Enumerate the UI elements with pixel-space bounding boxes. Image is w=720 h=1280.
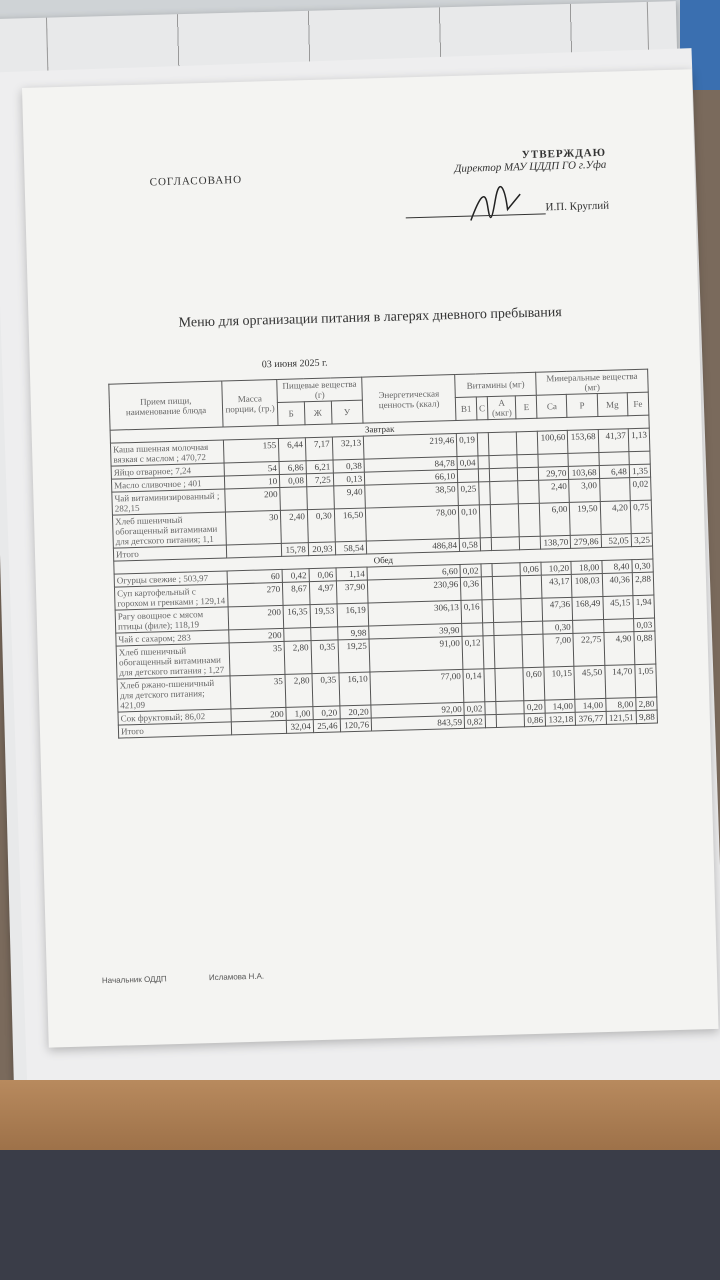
cell-mass: 200 — [228, 605, 284, 630]
cell-fe: 3,25 — [631, 533, 653, 547]
cell-e — [521, 598, 542, 622]
section-label: Завтрак — [110, 415, 649, 443]
cell-ca: 29,70 — [539, 466, 570, 480]
cell-c — [477, 433, 489, 456]
cell-mg: 52,05 — [601, 534, 632, 548]
dish-name: Итого — [113, 545, 226, 561]
approval-block — [454, 147, 607, 175]
col-u: У — [331, 400, 363, 424]
dish-name: Суп картофельный с горохом и гренками ; 129,14 — [114, 584, 228, 610]
cell-u: 1,14 — [336, 567, 368, 581]
cell-zh: 25,46 — [313, 719, 340, 733]
cell-kcal: 77,00 — [370, 669, 464, 705]
cell-p: 103,68 — [569, 466, 600, 480]
cell-mass: 35 — [229, 641, 285, 676]
cell-u: 58,54 — [335, 541, 367, 555]
cell-ca: 7,00 — [543, 633, 574, 667]
cell-e — [518, 467, 539, 481]
cell-fe: 0,02 — [629, 477, 651, 501]
cell-ca: 138,70 — [540, 535, 571, 549]
cell-p: 19,50 — [570, 502, 601, 536]
agreed-label: СОГЛАСОВАНО — [149, 173, 243, 189]
cell-fe: 0,30 — [632, 559, 654, 573]
cell-u: 0,38 — [333, 459, 365, 473]
cell-u: 16,10 — [339, 672, 371, 706]
col-a: А (мкг) — [487, 396, 516, 420]
cell-e: 0,86 — [525, 713, 546, 727]
cell-mass: 155 — [223, 438, 279, 463]
cell-ca: 10,15 — [544, 666, 575, 700]
dish-name: Огурцы свежие ; 503,97 — [114, 571, 227, 587]
cell-fe: 0,88 — [634, 631, 656, 665]
col-minerals: Минеральные вещества (мг) — [536, 369, 648, 395]
cell-mass: 30 — [225, 510, 281, 545]
cell-u: 120,76 — [340, 718, 372, 732]
col-b1: В1 — [455, 397, 476, 421]
cell-u: 32,13 — [332, 436, 364, 460]
cell-u: 9,40 — [333, 485, 365, 509]
cell-mg: 121,51 — [606, 711, 637, 725]
menu-table-body — [110, 415, 657, 738]
dish-name: Каша пшенная молочная вязкая с маслом ; 470,72 — [110, 440, 224, 466]
cell-b: 0,42 — [282, 569, 309, 583]
cell-mg: 45,15 — [603, 596, 634, 620]
cell-mass — [231, 720, 286, 735]
cell-a — [489, 455, 518, 469]
cell-kcal: 38,50 — [365, 482, 459, 508]
dish-name: Сок фруктовый; 86,02 — [118, 709, 231, 725]
dish-name: Хлеб пшеничный обогащенный витаминами для детского питания ; 1,27 — [116, 643, 230, 679]
cell-p: 376,77 — [576, 711, 607, 725]
cell-b: 0,08 — [280, 474, 307, 488]
col-mg: Mg — [597, 393, 628, 417]
floor — [0, 1150, 720, 1280]
cell-fe: 2,88 — [632, 572, 654, 596]
document-title: Меню для организации питания в лагерях дневного пребывания — [178, 305, 562, 331]
col-nutrients: Пищевые вещества (г) — [277, 377, 363, 402]
dish-name: Итого — [118, 722, 231, 738]
cell-a — [496, 714, 525, 728]
cell-zh: 7,17 — [305, 437, 332, 461]
cell-mg — [603, 619, 634, 633]
cell-mass: 200 — [229, 628, 284, 643]
cell-kcal: 84,78 — [364, 456, 457, 472]
dish-name: Хлеб ржано-пшеничный для детского питания; 421,09 — [117, 676, 231, 712]
footer — [102, 972, 264, 986]
dish-name: Яйцо отварное; 7,24 — [111, 463, 224, 479]
cell-p: 153,68 — [568, 430, 599, 454]
cell-kcal: 306,13 — [368, 600, 462, 626]
cell-c — [483, 636, 495, 669]
cell-u: 0,13 — [333, 472, 365, 486]
cell-zh: 0,35 — [312, 673, 340, 707]
cell-b1: 0,16 — [461, 600, 482, 624]
cell-b: 16,35 — [283, 605, 310, 629]
cell-kcal: 843,59 — [371, 715, 464, 731]
cell-kcal: 91,00 — [369, 636, 463, 672]
cell-c — [481, 564, 492, 577]
cell-ca: 2,40 — [539, 479, 570, 503]
cell-p: 168,49 — [572, 596, 603, 620]
col-vitamins: Витамины (мг) — [455, 372, 537, 397]
cell-u: 9,98 — [337, 626, 369, 640]
col-c: С — [476, 397, 488, 420]
cell-b1: 0,02 — [460, 564, 481, 578]
cell-ca: 47,36 — [542, 597, 573, 621]
cell-c — [484, 669, 496, 702]
cell-zh: 7,25 — [306, 473, 333, 487]
cell-fe: 1,13 — [628, 428, 650, 452]
cell-b: 6,86 — [279, 461, 306, 475]
cell-a — [495, 668, 524, 702]
cell-e — [520, 536, 541, 550]
cell-mass: 54 — [224, 461, 279, 476]
cell-fe: 0,03 — [633, 618, 655, 632]
cell-zh: 0,35 — [311, 640, 339, 674]
cell-mg — [599, 478, 630, 502]
cell-e: 0,06 — [520, 562, 541, 576]
cell-zh: 0,20 — [313, 706, 340, 720]
cell-mg — [599, 452, 630, 466]
cell-mg: 41,37 — [598, 429, 629, 453]
cell-p: 279,86 — [571, 535, 602, 549]
cell-c — [485, 715, 496, 728]
cell-c — [481, 577, 493, 600]
cell-e — [517, 431, 538, 455]
cell-mg: 4,20 — [600, 501, 631, 535]
cell-e — [522, 634, 544, 668]
cell-u: 37,90 — [336, 580, 368, 604]
cell-b: 2,80 — [285, 674, 313, 708]
col-dish: Прием пищи, наименование блюда — [109, 381, 223, 430]
cell-b: 8,67 — [283, 582, 310, 606]
cell-b1: 0,12 — [462, 636, 484, 670]
cell-a — [488, 432, 517, 456]
cell-mg: 40,36 — [602, 573, 633, 597]
cell-a — [492, 576, 521, 600]
cell-b: 15,78 — [281, 543, 308, 557]
dish-name: Хлеб пшеничный обогащенный витаминами для детского питания; 1,1 — [112, 512, 226, 548]
cell-b1: 0,36 — [460, 577, 481, 601]
cell-e — [518, 480, 539, 504]
footer-role: Начальник ОДДП — [101, 974, 167, 986]
cell-p — [573, 619, 604, 633]
cell-p: 22,75 — [573, 632, 604, 666]
cell-b — [284, 628, 311, 642]
cell-mg: 8,40 — [602, 560, 633, 574]
cell-p: 18,00 — [571, 561, 602, 575]
director-title: Директор МАУ ЦДДП ГО г.Уфа — [454, 158, 607, 175]
signature-icon — [465, 184, 526, 231]
cell-p: 14,00 — [575, 698, 606, 712]
cell-mass: 270 — [227, 582, 283, 607]
dish-name: Чай витаминизированный ; 282,15 — [112, 489, 226, 515]
cell-fe: 0,75 — [630, 500, 652, 534]
cell-u: 16,19 — [337, 603, 369, 627]
cell-kcal: 39,90 — [369, 623, 462, 639]
cell-ca: 100,60 — [538, 430, 569, 454]
cell-e — [522, 621, 543, 635]
col-ca: Са — [536, 394, 567, 418]
cell-e — [519, 503, 541, 537]
dish-name: Чай с сахаром; 283 — [116, 630, 229, 646]
cell-b: 32,04 — [286, 720, 313, 734]
cell-ca: 0,30 — [543, 620, 574, 634]
col-energy: Энергетическая ценность (ккал) — [362, 375, 456, 424]
cell-p: 45,50 — [574, 665, 605, 699]
cell-b: 2,40 — [281, 510, 309, 544]
wooden-desk-edge — [0, 1080, 720, 1160]
col-zh: Ж — [304, 401, 331, 425]
cell-a — [493, 599, 522, 623]
cell-kcal: 219,46 — [363, 434, 457, 460]
cell-mass: 200 — [231, 707, 286, 722]
cell-kcal: 78,00 — [365, 505, 459, 541]
cell-b1 — [462, 623, 483, 637]
cell-ca: 43,17 — [542, 574, 573, 598]
cell-b1: 0,25 — [458, 482, 479, 506]
cell-c — [480, 538, 491, 551]
dish-name: Рагу овощное с мясом птицы (филе); 118,19 — [115, 607, 229, 633]
cell-fe: 1,05 — [635, 664, 657, 698]
cell-mg: 4,90 — [604, 632, 635, 666]
cell-a — [491, 537, 520, 551]
cell-fe — [629, 451, 651, 465]
cell-mass: 35 — [230, 674, 286, 709]
cell-ca — [538, 453, 569, 467]
cell-c — [478, 469, 489, 482]
cell-p: 108,03 — [572, 573, 603, 597]
cell-u: 19,25 — [338, 639, 370, 673]
cell-b: 2,80 — [284, 641, 312, 675]
document-date: 03 июня 2025 г. — [261, 357, 328, 371]
cell-zh: 20,93 — [308, 542, 335, 556]
col-b: Б — [278, 402, 305, 426]
cell-mass: 200 — [225, 487, 281, 512]
cell-a — [492, 563, 521, 577]
cell-fe: 1,94 — [633, 595, 655, 619]
cell-kcal: 486,84 — [366, 538, 459, 554]
cell-b: 1,00 — [286, 707, 313, 721]
cell-u: 16,50 — [334, 508, 366, 542]
col-fe: Fe — [627, 392, 649, 416]
cell-a — [489, 468, 518, 482]
cell-mg: 14,70 — [604, 665, 635, 699]
cell-c — [482, 600, 494, 623]
cell-kcal: 230,96 — [367, 577, 461, 603]
cell-b1: 0,02 — [464, 702, 485, 716]
cell-a — [490, 504, 519, 538]
cell-c — [485, 702, 496, 715]
cell-mass: 60 — [227, 569, 282, 584]
cell-kcal: 6,60 — [367, 564, 460, 580]
cell-ca: 10,20 — [541, 561, 572, 575]
cell-e: 0,20 — [524, 700, 545, 714]
cell-u: 20,20 — [339, 705, 371, 719]
cell-fe: 1,35 — [629, 464, 651, 478]
cell-ca: 132,18 — [545, 712, 576, 726]
cell-b1: 0,82 — [464, 715, 485, 729]
cell-b — [280, 487, 307, 511]
cell-mg: 8,00 — [605, 698, 636, 712]
cell-mg: 6,48 — [599, 465, 630, 479]
cell-kcal: 92,00 — [371, 702, 464, 718]
cell-zh: 4,97 — [309, 581, 336, 605]
cell-b1: 0,10 — [458, 505, 480, 539]
cell-zh: 0,06 — [309, 568, 336, 582]
cell-a — [490, 481, 519, 505]
cell-p: 3,00 — [569, 479, 600, 503]
cell-c — [478, 456, 489, 469]
cell-p — [568, 453, 599, 467]
cell-zh — [307, 486, 334, 510]
cell-a — [496, 701, 525, 715]
cell-a — [494, 622, 523, 636]
cell-e: 0,60 — [523, 667, 545, 701]
cell-e — [521, 575, 542, 599]
approved-label: УТВЕРЖДАЮ — [521, 146, 607, 162]
cell-b: 6,44 — [279, 438, 306, 462]
cell-ca: 14,00 — [545, 699, 576, 713]
menu-table — [108, 369, 658, 739]
menu-document — [22, 69, 719, 1047]
cell-c — [479, 482, 491, 505]
cell-b1: 0,14 — [463, 669, 485, 703]
col-p: Р — [567, 394, 598, 418]
cell-fe: 9,88 — [636, 710, 658, 724]
cell-mass: 10 — [224, 474, 279, 489]
col-e: Е — [516, 395, 537, 419]
cell-b1: 0,04 — [457, 456, 478, 470]
footer-name: Исламова Н.А. — [208, 971, 265, 983]
cell-fe: 2,80 — [636, 697, 658, 711]
cell-zh: 19,53 — [310, 604, 337, 628]
cell-kcal: 66,10 — [364, 469, 457, 485]
cell-a — [494, 635, 523, 669]
cell-zh: 6,21 — [306, 460, 333, 474]
section-label: Обед — [114, 546, 653, 574]
cell-zh — [311, 627, 338, 641]
cell-b1: 0,19 — [456, 433, 477, 457]
dish-name: Масло сливочное ; 401 — [111, 476, 224, 492]
cell-c — [483, 623, 494, 636]
cell-c — [479, 505, 491, 538]
cell-ca: 6,00 — [540, 502, 571, 536]
cell-e — [517, 454, 538, 468]
col-mass: Масса порции, (гр.) — [222, 379, 278, 427]
cell-b1: 0,58 — [459, 538, 480, 552]
cell-zh: 0,30 — [307, 509, 335, 543]
signer-name: И.П. Круглий — [545, 199, 610, 214]
cell-b1 — [457, 469, 478, 483]
